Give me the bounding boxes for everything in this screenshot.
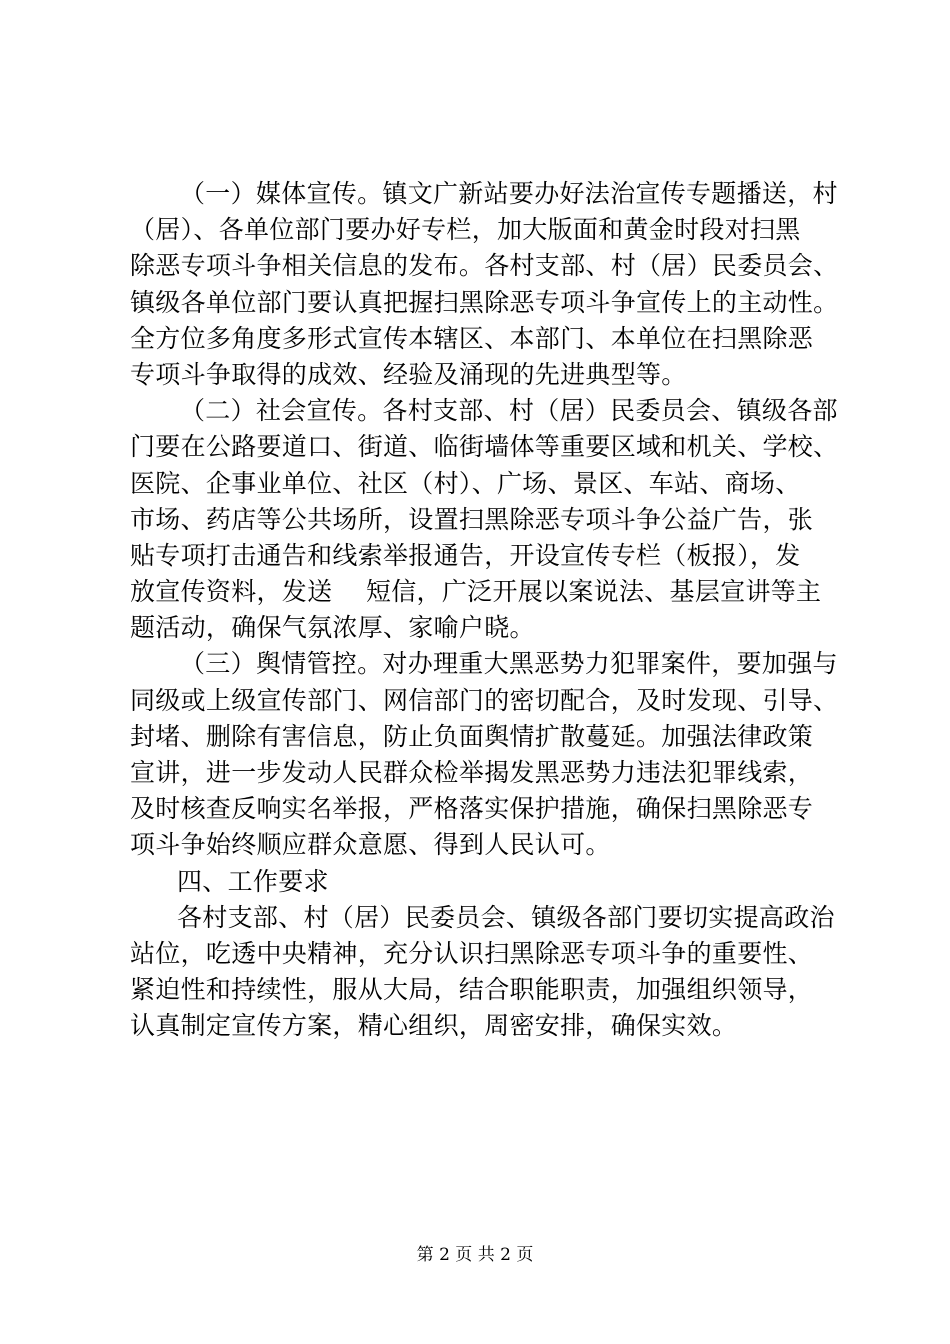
paragraph-line: 专项斗争取得的成效、经验及涌现的先进典型等。	[130, 359, 687, 389]
paragraph-line: 放宣传资料，发送 短信，广泛开展以案说法、基层宣讲等主	[130, 577, 822, 607]
paragraph-line: 紧迫性和持续性，服从大局，结合职能职责，加强组织领导，	[130, 975, 814, 1005]
section-heading: 四、工作要求	[177, 866, 329, 896]
document-body	[130, 176, 852, 1045]
paragraph-line: 各村支部、村（居）民委员会、镇级各部门要切实提高政治	[177, 902, 835, 932]
paragraph-line: 医院、企事业单位、社区（村）、广场、景区、车站、商场、	[130, 468, 801, 498]
paragraph-line: （二）社会宣传。各村支部、村（居）民委员会、镇级各部	[180, 396, 838, 426]
paragraph-line: 全方位多角度多形式宣传本辖区、本部门、本单位在扫黑除恶	[130, 323, 814, 353]
paragraph-line: 同级或上级宣传部门、网信部门的密切配合，及时发现、引导、	[130, 685, 839, 715]
paragraph-line: 市场、药店等公共场所，设置扫黑除恶专项斗争公益广告，张	[130, 504, 814, 534]
paragraph-line: （居）、各单位部门要办好专栏，加大版面和黄金时段对扫黑	[130, 215, 801, 245]
paragraph-line: 题活动，确保气氛浓厚、家喻户晓。	[130, 613, 535, 643]
paragraph-line: （一）媒体宣传。镇文广新站要办好法治宣传专题播送，村	[180, 179, 838, 208]
paragraph-line: 封堵、删除有害信息，防止负面舆情扩散蔓延。加强法律政策	[130, 721, 814, 751]
paragraph-line: 及时核查反响实名举报，严格落实保护措施，确保扫黑除恶专	[130, 794, 814, 824]
paragraph-line: 除恶专项斗争相关信息的发布。各村支部、村（居）民委员会、	[130, 251, 839, 281]
paragraph-line: （三）舆情管控。对办理重大黑恶势力犯罪案件，要加强与	[180, 649, 838, 679]
paragraph-line: 项斗争始终顺应群众意愿、得到人民认可。	[130, 830, 611, 860]
page-number: 第 2 页 共 2 页	[416, 1245, 534, 1265]
paragraph-line: 宣讲，进一步发动人民群众检举揭发黑恶势力违法犯罪线索，	[130, 758, 814, 787]
paragraph-line: 认真制定宣传方案，精心组织，周密安排，确保实效。	[130, 1011, 738, 1041]
paragraph-line: 站位，吃透中央精神，充分认识扫黑除恶专项斗争的重要性、	[130, 938, 814, 968]
paragraph-line: 镇级各单位部门要认真把握扫黑除恶专项斗争宣传上的主动性。	[130, 287, 839, 317]
paragraph-line: 贴专项打击通告和线索举报通告，开设宣传专栏（板报），发	[130, 540, 801, 570]
paragraph-line: 门要在公路要道口、街道、临街墙体等重要区域和机关、学校、	[130, 432, 839, 462]
